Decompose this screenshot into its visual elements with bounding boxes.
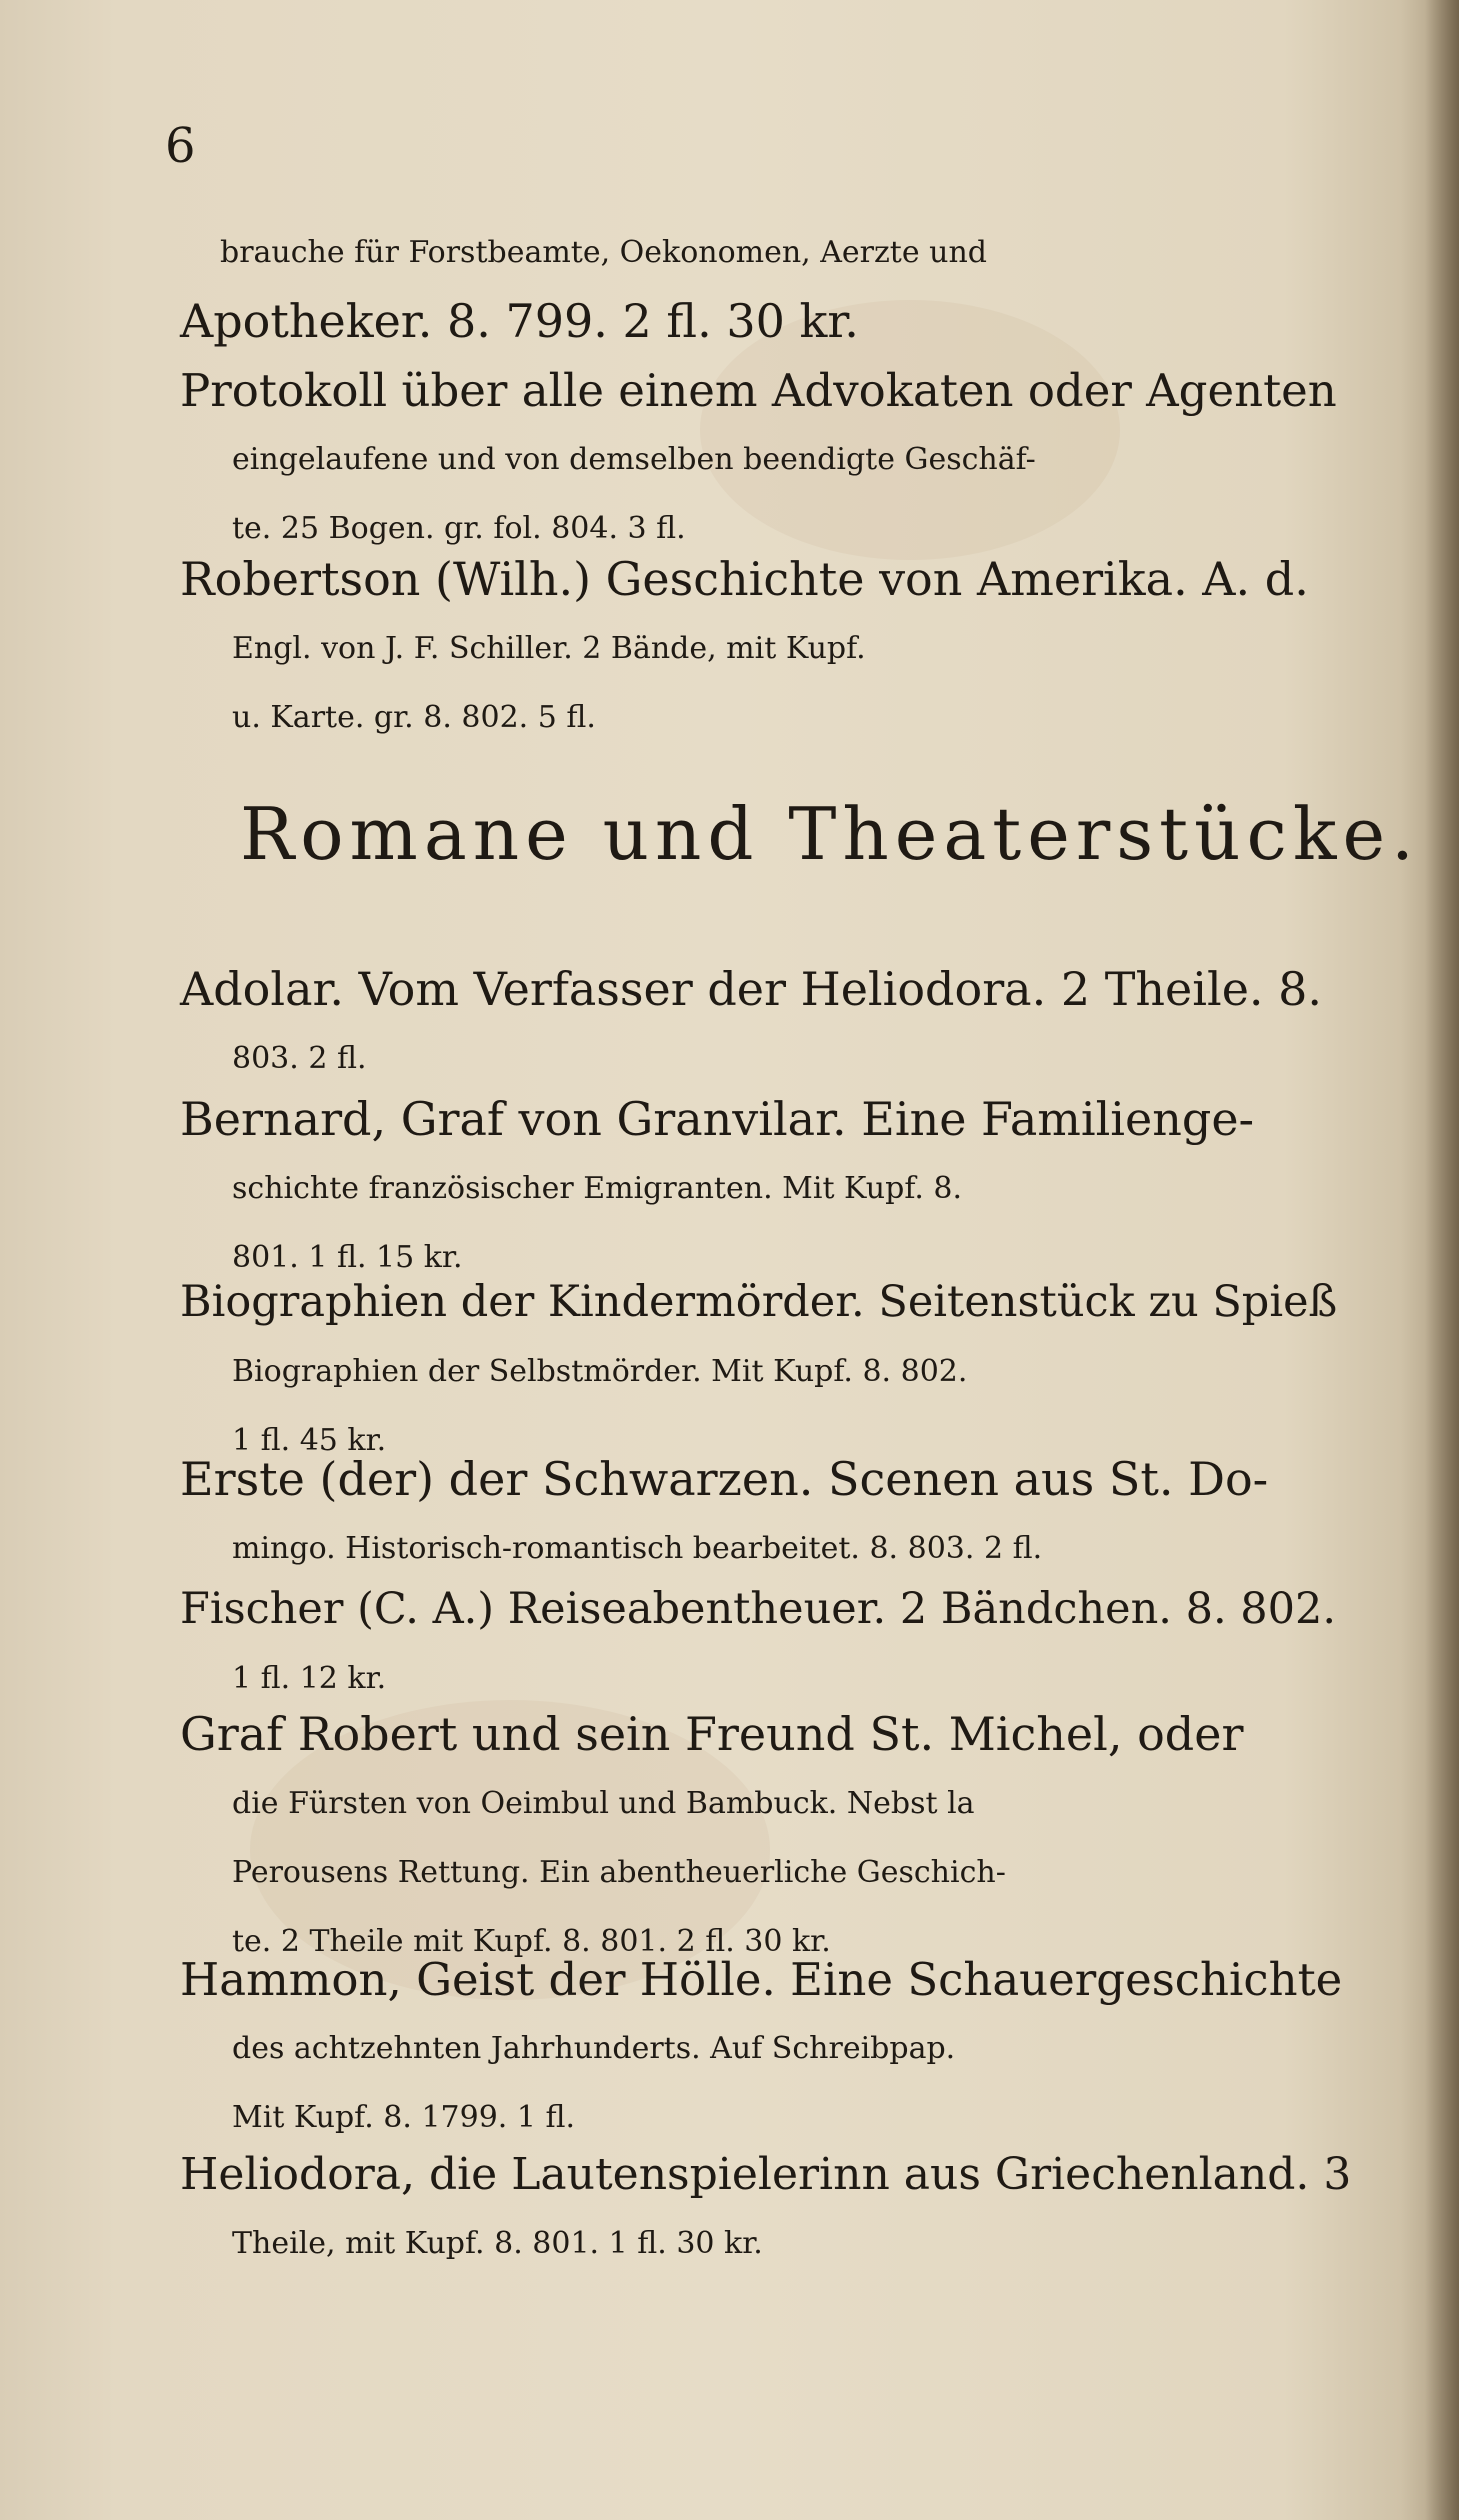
entry-hammon bbox=[180, 1945, 1360, 2152]
entry-line: Hammon, Geist der Hölle. Eine Schauergeschichte bbox=[180, 1953, 1343, 2006]
entry-line: Robertson (Wilh.) Geschichte von Amerika. A. d. bbox=[180, 552, 1309, 606]
entry-line: te. 25 Bogen. gr. fol. 804. 3 fl. bbox=[232, 511, 686, 546]
entry-line: te. 2 Theile mit Kupf. 8. 801. 2 fl. 30 kr. bbox=[232, 1924, 831, 1959]
entry-line: Perousens Rettung. Ein abentheuerliche Geschich- bbox=[232, 1855, 1006, 1890]
entry-line: schichte französischer Emigranten. Mit Kupf. 8. bbox=[232, 1171, 963, 1206]
entry-robertson bbox=[180, 545, 1360, 752]
entry-erste-der-schwarzen bbox=[180, 1445, 1360, 1583]
entry-line: des achtzehnten Jahrhunderts. Auf Schreibpap. bbox=[232, 2031, 956, 2066]
entry-line: eingelaufene und von demselben beendigte Geschäf- bbox=[232, 442, 1036, 477]
entry-graf-robert bbox=[180, 1700, 1360, 1976]
entry-line: Apotheker. 8. 799. 2 fl. 30 kr. bbox=[180, 294, 859, 348]
entry-line: Biographien der Selbstmörder. Mit Kupf. 8. 802. bbox=[232, 1354, 968, 1389]
entry-protokoll bbox=[180, 356, 1360, 563]
entry-line: Graf Robert und sein Freund St. Michel, oder bbox=[180, 1707, 1244, 1761]
entry-heliodora bbox=[180, 2140, 1360, 2278]
entry-line: die Fürsten von Oeimbul und Bambuck. Nebst la bbox=[232, 1786, 975, 1821]
entry-line: 803. 2 fl. bbox=[232, 1041, 367, 1076]
entry-line: Biographien der Kindermörder. Seitenstück zu Spieß bbox=[180, 1277, 1338, 1327]
entry-line: Protokoll über alle einem Advokaten oder Agenten bbox=[180, 364, 1337, 417]
entry-line: mingo. Historisch-romantisch bearbeitet. 8. 803. 2 fl. bbox=[232, 1531, 1043, 1566]
section-heading: Romane und Theaterstücke. bbox=[240, 792, 1420, 876]
entry-line: Heliodora, die Lautenspielerinn aus Griechenland. 3 bbox=[180, 2149, 1352, 2200]
entry-line: Fischer (C. A.) Reiseabentheuer. 2 Bändchen. 8. 802. bbox=[180, 1584, 1337, 1634]
entry-line: 1 fl. 45 kr. bbox=[232, 1423, 387, 1458]
entry-line: 801. 1 fl. 15 kr. bbox=[232, 1240, 463, 1275]
entry-line: 1 fl. 12 kr. bbox=[232, 1661, 387, 1696]
entry-line: Erste (der) der Schwarzen. Scenen aus St. Do- bbox=[180, 1452, 1269, 1506]
entry-adolar bbox=[180, 955, 1360, 1093]
entry-line: brauche für Forstbeamte, Oekonomen, Aerzte und bbox=[220, 235, 987, 270]
entry-fischer bbox=[180, 1575, 1360, 1713]
page-gutter-shadow bbox=[1425, 0, 1459, 2520]
entry-biographien bbox=[180, 1268, 1360, 1475]
page-number: 6 bbox=[165, 118, 196, 174]
entry-forstbeamte bbox=[180, 218, 1360, 356]
entry-line: Adolar. Vom Verfasser der Heliodora. 2 Theile. 8. bbox=[180, 962, 1323, 1016]
entry-line: Bernard, Graf von Granvilar. Eine Familienge- bbox=[180, 1092, 1255, 1146]
entry-bernard bbox=[180, 1085, 1360, 1292]
entry-line: Engl. von J. F. Schiller. 2 Bände, mit Kupf. bbox=[232, 631, 866, 666]
entry-line: Mit Kupf. 8. 1799. 1 fl. bbox=[232, 2100, 576, 2135]
entry-line: u. Karte. gr. 8. 802. 5 fl. bbox=[232, 700, 596, 735]
entry-line: Theile, mit Kupf. 8. 801. 1 fl. 30 kr. bbox=[232, 2226, 763, 2261]
